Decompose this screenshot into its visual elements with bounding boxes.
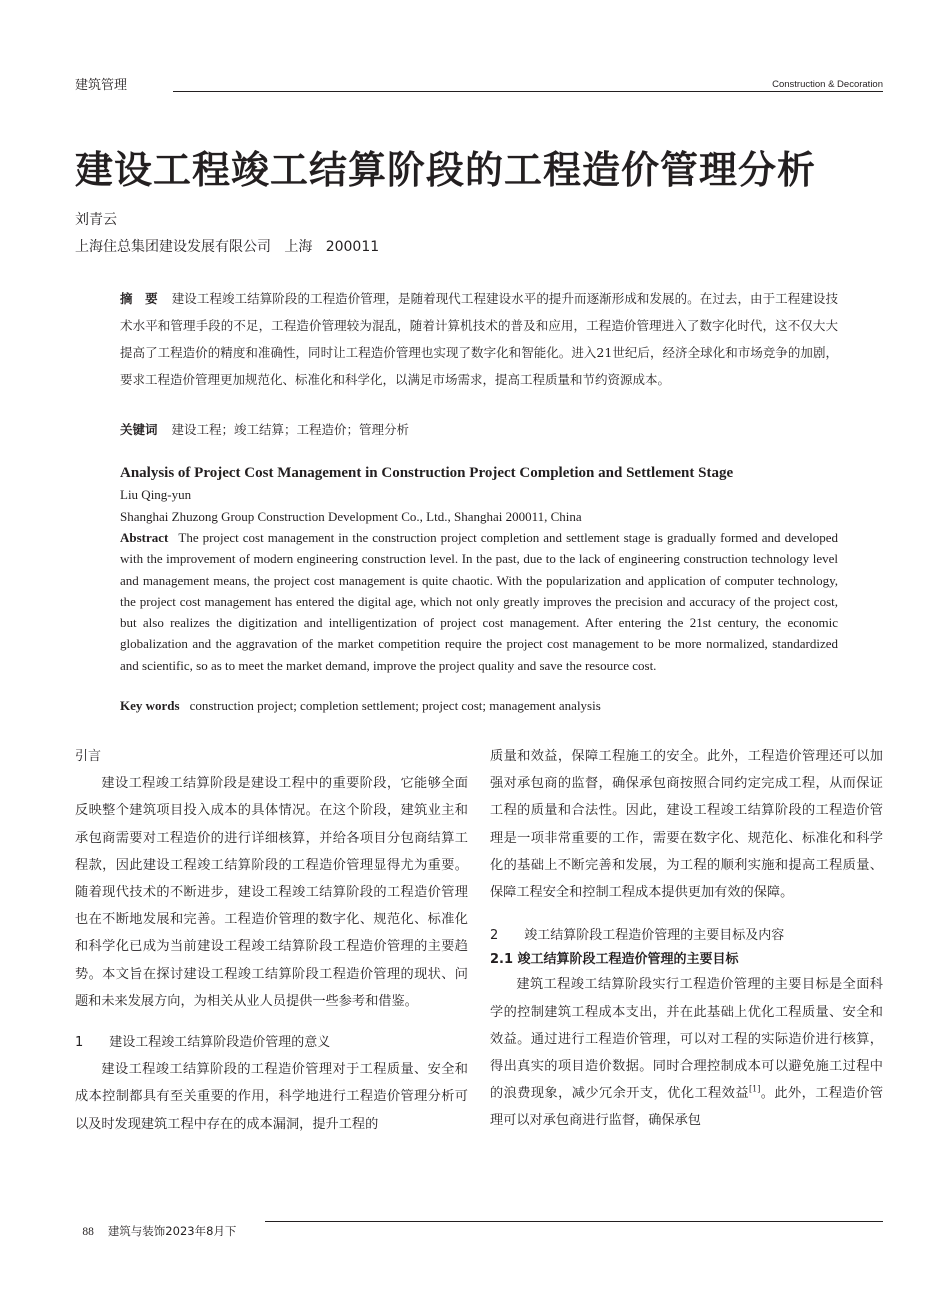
english-abstract-label: Abstract [120,530,169,545]
section-1-heading: 1 建设工程竣工结算阶段造价管理的意义 [75,1035,331,1051]
affiliation: 上海住总集团建设发展有限公司 上海 200011 [75,239,380,255]
english-keywords-text: construction project; completion settlement; project cost; management analysis [189,698,601,713]
intro-paragraph: 建设工程竣工结算阶段是建设工程中的重要阶段，它能够全面反映整个建筑项目投入成本的具体情况。在这个阶段，建筑业主和承包商需要对工程造价的进行详细核算，并给各项目分包商结算工程款，因此建设工程竣工结算阶段的工程造价管理显得尤为重要。随着现代技术的不断进步，建设工程竣工结算阶段的工程造价管理也在不断地发展和完善。工程造价管理的数字化、规范化、标准化和科学化已成为当前建设工程竣工结算阶段工程造价管理的主要趋势。本文旨在探讨建设工程竣工结算阶段工程造价管理的现状、问题和未来发展方向，为相关从业人员提供一些参考和借鉴。 [75,776,468,1009]
english-affiliation: Shanghai Zhuzong Group Construction Development Co., Ltd., Shanghai 200011, China [120,509,582,524]
section-2-1-text-cont: 。此外，工程造价管理可以对承包商进行监督，确保承包 [490,1086,884,1129]
author: 刘青云 [75,212,117,228]
section-2-1-heading: 2.1 竣工结算阶段工程造价管理的主要目标 [490,952,739,968]
keywords-cn-text: 建设工程；竣工结算；工程造价；管理分析 [171,422,410,437]
english-abstract [120,527,838,676]
continued-paragraph: 质量和效益，保障工程施工的安全。此外，工程造价管理还可以加强对承包商的监督，确保承包商按照合同约定完成工程，从而保证工程的质量和合法性。因此，建设工程竣工结算阶段的工程造价管理是一项非常重要的工作，需要在数字化、规范化、标准化和科学化的基础上不断完善和发展，为工程的顺利实施和提高工程质量、保障工程安全和控制工程成本提供更加有效的保障。 [490,749,883,901]
english-abstract-text: The project cost management in the construction project completion and settlement stage is gradually formed and developed with the improvement of modern engineering construction level. In the past, due to the lack of engineering construction technology level and management means, the project cost management is quite chaotic. With the popularization and application of computer technology, the project cost management has entered the digital age, which not only greatly improves the precision and accuracy of the project cost, but also realizes the digitization and intelligentization of project cost management. After entering the 21st century, the economic globalization and the aggravation of the market competition require the project cost management to be more normalized, standardized and scientific, so as to meet the market demand, improve the project quality and save the resource cost. [120,530,838,673]
keywords-cn-label: 关键词 [120,422,158,437]
running-header-section: 建筑管理 [75,78,128,93]
header-rule [173,91,883,92]
english-title: Analysis of Project Cost Management in Construction Project Completion and Settlement Stage [120,465,734,481]
english-keywords-label: Key words [120,698,180,713]
keywords-cn [120,420,409,438]
section-2-heading: 2 竣工结算阶段工程造价管理的主要目标及内容 [490,928,785,944]
left-column [75,743,468,1138]
abstract-cn-label: 摘 要 [120,291,158,306]
english-author: Liu Qing-yun [120,487,192,502]
running-header-journal: Construction & Decoration [772,79,883,90]
abstract-cn-text: 建设工程竣工结算阶段的工程造价管理，是随着现代工程建设水平的提升而逐渐形成和发展的。在过去，由于工程建设技术水平和管理手段的不足，工程造价管理较为混乱，随着计算机技术的普及和应用，工程造价管理进入了数字化时代，这不仅大大提高了工程造价的精度和准确性，同时让工程造价管理也实现了数字化和智能化。进入21世纪后，经济全球化和市场竞争的加剧，要求工程造价管理更加规范化、标准化和科学化，以满足市场需求，提高工程质量和节约资源成本。 [120,291,838,387]
intro-heading: 引言 [75,749,102,764]
abstract-cn [120,285,838,393]
footer [75,1209,236,1239]
footer-rule [265,1221,883,1222]
section-1-paragraph: 建设工程竣工结算阶段的工程造价管理对于工程质量、安全和成本控制都具有至关重要的作用，科学地进行工程造价管理分析可以及时发现建筑工程中存在的成本漏洞，提升工程的 [75,1062,468,1132]
page-number: 88 [82,1226,94,1238]
paper-title: 建设工程竣工结算阶段的工程造价管理分析 [75,147,817,192]
section-2-1-paragraph [490,971,883,1134]
journal-issue: 建筑与装饰2023年8月下 [107,1224,237,1238]
citation-ref: [1] [748,1084,761,1094]
english-keywords [120,698,601,714]
section-2-1-text: 建筑工程竣工结算阶段实行工程造价管理的主要目标是全面科学的控制建筑工程成本支出，并在此基础上优化工程质量、安全和效益。通过进行工程造价管理，可以对工程的实际造价进行核算，得出真实的项目造价数据。同时合理控制成本可以避免施工过程中的浪费现象，减少冗余开支，优化工程效益 [490,977,883,1102]
right-column [490,743,883,1135]
